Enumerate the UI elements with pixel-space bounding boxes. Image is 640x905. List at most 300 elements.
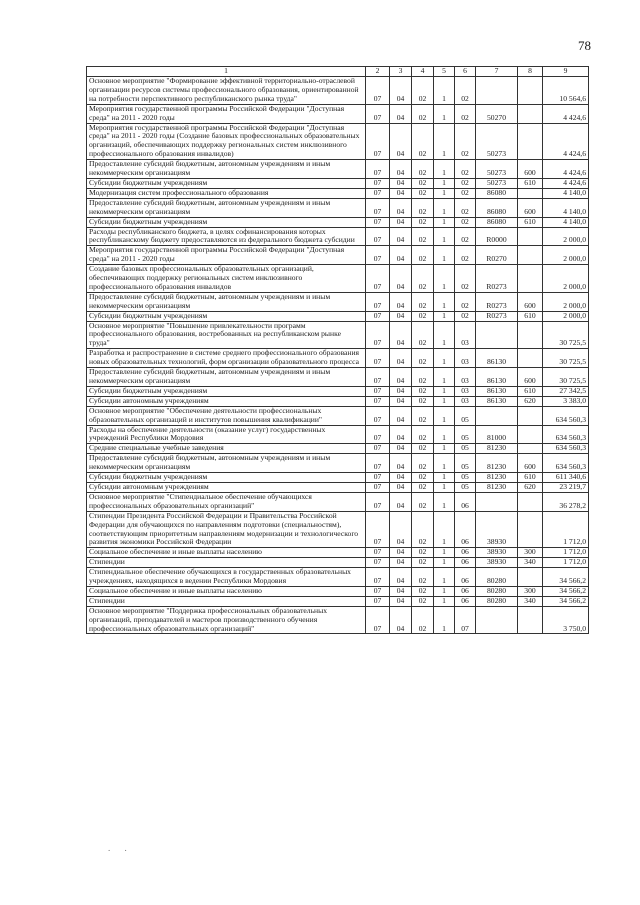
program-code-cell: 02 — [412, 386, 434, 396]
amount-cell: 2 000,0 — [543, 246, 589, 265]
activity-code-cell: 02 — [455, 217, 476, 227]
program-code-cell: 02 — [412, 217, 434, 227]
program-code-cell: 02 — [412, 558, 434, 568]
section-code-cell: 07 — [366, 227, 390, 246]
amount-cell: 3 383,0 — [543, 396, 589, 406]
subsection-code-cell: 04 — [390, 77, 412, 105]
table-body — [87, 77, 589, 634]
amount-cell: 634 560,3 — [543, 406, 589, 425]
item-name-cell: Социальное обеспечение и иные выплаты населению — [87, 586, 366, 596]
program-code-cell: 02 — [412, 406, 434, 425]
section-code-cell: 07 — [366, 104, 390, 123]
item-name-cell: Субсидии автономным учреждениям — [87, 482, 366, 492]
item-name-cell: Субсидии бюджетным учреждениям — [87, 178, 366, 188]
activity-code-cell: 02 — [455, 198, 476, 217]
section-code-cell: 07 — [366, 568, 390, 587]
activity-code-cell: 02 — [455, 123, 476, 160]
amount-cell: 4 140,0 — [543, 198, 589, 217]
table-row — [87, 482, 589, 492]
table-row — [87, 558, 589, 568]
expense-type-code-cell: 610 — [518, 473, 543, 483]
section-code-cell: 07 — [366, 454, 390, 473]
subprogram-code-cell: 1 — [434, 321, 455, 349]
table-row — [87, 396, 589, 406]
subprogram-code-cell: 1 — [434, 396, 455, 406]
subsection-code-cell: 04 — [390, 368, 412, 387]
expense-type-code-cell: 600 — [518, 368, 543, 387]
item-name-cell: Мероприятия государственной программы Российской Федерации "Доступная среда" на 2011 - 2020 годы — [87, 104, 366, 123]
program-code-cell: 02 — [412, 548, 434, 558]
expense-type-code-cell — [518, 511, 543, 548]
direction-code-cell: R0273 — [476, 311, 518, 321]
section-code-cell: 07 — [366, 548, 390, 558]
activity-code-cell: 05 — [455, 406, 476, 425]
item-name-cell: Предоставление субсидий бюджетным, автономным учреждениям и иным некоммерческим организациям — [87, 292, 366, 311]
expense-type-code-cell: 610 — [518, 311, 543, 321]
page-number: 78 — [578, 38, 591, 53]
table-row — [87, 292, 589, 311]
header-cell: 3 — [390, 67, 412, 77]
amount-cell: 36 278,2 — [543, 492, 589, 511]
direction-code-cell: 86080 — [476, 198, 518, 217]
amount-cell: 2 000,0 — [543, 311, 589, 321]
activity-code-cell: 02 — [455, 178, 476, 188]
amount-cell: 30 725,5 — [543, 368, 589, 387]
table-row — [87, 368, 589, 387]
direction-code-cell — [476, 492, 518, 511]
budget-table — [86, 66, 589, 634]
subprogram-code-cell: 1 — [434, 292, 455, 311]
program-code-cell: 02 — [412, 396, 434, 406]
activity-code-cell: 05 — [455, 482, 476, 492]
amount-cell: 34 566,2 — [543, 568, 589, 587]
table-row — [87, 227, 589, 246]
amount-cell: 30 725,5 — [543, 321, 589, 349]
item-name-cell: Стипендиальное обеспечение обучающихся в государственных образовательных учреждениях, находящихся в ведении Республики Мордовия — [87, 568, 366, 587]
program-code-cell: 02 — [412, 292, 434, 311]
subsection-code-cell: 04 — [390, 425, 412, 444]
section-code-cell: 07 — [366, 349, 390, 368]
item-name-cell: Основное мероприятие "Повышение привлекательности программ профессионального образования, востребованных на республиканском рынке труда" — [87, 321, 366, 349]
subsection-code-cell: 04 — [390, 292, 412, 311]
program-code-cell: 02 — [412, 198, 434, 217]
amount-cell: 4 140,0 — [543, 217, 589, 227]
table-row — [87, 188, 589, 198]
subsection-code-cell: 04 — [390, 606, 412, 634]
subsection-code-cell: 04 — [390, 492, 412, 511]
direction-code-cell: 38930 — [476, 558, 518, 568]
activity-code-cell: 02 — [455, 265, 476, 293]
table-row — [87, 217, 589, 227]
subsection-code-cell: 04 — [390, 568, 412, 587]
activity-code-cell: 05 — [455, 454, 476, 473]
subsection-code-cell: 04 — [390, 586, 412, 596]
amount-cell: 27 342,5 — [543, 386, 589, 396]
direction-code-cell — [476, 77, 518, 105]
amount-cell: 34 566,2 — [543, 586, 589, 596]
table-row — [87, 454, 589, 473]
table-row — [87, 311, 589, 321]
amount-cell: 4 424,6 — [543, 160, 589, 179]
program-code-cell: 02 — [412, 444, 434, 454]
activity-code-cell: 06 — [455, 586, 476, 596]
item-name-cell: Средние специальные учебные заведения — [87, 444, 366, 454]
direction-code-cell: 81230 — [476, 482, 518, 492]
amount-cell: 34 566,2 — [543, 596, 589, 606]
program-code-cell: 02 — [412, 568, 434, 587]
expense-type-code-cell: 600 — [518, 292, 543, 311]
expense-type-code-cell — [518, 265, 543, 293]
subprogram-code-cell: 1 — [434, 406, 455, 425]
subsection-code-cell: 04 — [390, 311, 412, 321]
activity-code-cell: 02 — [455, 311, 476, 321]
program-code-cell: 02 — [412, 178, 434, 188]
activity-code-cell: 06 — [455, 596, 476, 606]
activity-code-cell: 02 — [455, 104, 476, 123]
expense-type-code-cell: 620 — [518, 396, 543, 406]
amount-cell: 4 424,6 — [543, 104, 589, 123]
activity-code-cell: 06 — [455, 492, 476, 511]
subsection-code-cell: 04 — [390, 482, 412, 492]
activity-code-cell: 07 — [455, 606, 476, 634]
item-name-cell: Субсидии бюджетным учреждениям — [87, 386, 366, 396]
table-header-row — [87, 67, 589, 77]
activity-code-cell: 06 — [455, 548, 476, 558]
direction-code-cell: 38930 — [476, 511, 518, 548]
section-code-cell: 07 — [366, 386, 390, 396]
program-code-cell: 02 — [412, 265, 434, 293]
subprogram-code-cell: 1 — [434, 548, 455, 558]
direction-code-cell: 81230 — [476, 473, 518, 483]
table-row — [87, 321, 589, 349]
table-row — [87, 596, 589, 606]
program-code-cell: 02 — [412, 188, 434, 198]
amount-cell: 634 560,3 — [543, 454, 589, 473]
direction-code-cell: 38930 — [476, 548, 518, 558]
activity-code-cell: 02 — [455, 188, 476, 198]
subprogram-code-cell: 1 — [434, 104, 455, 123]
section-code-cell: 07 — [366, 160, 390, 179]
program-code-cell: 02 — [412, 473, 434, 483]
subprogram-code-cell: 1 — [434, 586, 455, 596]
section-code-cell: 07 — [366, 606, 390, 634]
section-code-cell: 07 — [366, 123, 390, 160]
direction-code-cell: 86130 — [476, 396, 518, 406]
activity-code-cell: 03 — [455, 368, 476, 387]
subsection-code-cell: 04 — [390, 406, 412, 425]
section-code-cell: 07 — [366, 558, 390, 568]
direction-code-cell: R0273 — [476, 265, 518, 293]
subprogram-code-cell: 1 — [434, 511, 455, 548]
subprogram-code-cell: 1 — [434, 188, 455, 198]
direction-code-cell: R0270 — [476, 246, 518, 265]
subprogram-code-cell: 1 — [434, 558, 455, 568]
item-name-cell: Мероприятия государственной программы Российской Федерации "Доступная среда" на 2011 - 2020 годы (Создание базовых профессиональных образовательных организаций, обеспечивающих поддержку региональных систем инклюзивного профессионального образования инвалидов) — [87, 123, 366, 160]
item-name-cell: Субсидии автономным учреждениям — [87, 396, 366, 406]
expense-type-code-cell: 600 — [518, 198, 543, 217]
expense-type-code-cell — [518, 444, 543, 454]
subprogram-code-cell: 1 — [434, 160, 455, 179]
expense-type-code-cell — [518, 104, 543, 123]
subsection-code-cell: 04 — [390, 104, 412, 123]
item-name-cell: Стипендии — [87, 558, 366, 568]
subsection-code-cell: 04 — [390, 246, 412, 265]
subprogram-code-cell: 1 — [434, 473, 455, 483]
header-cell: 7 — [476, 67, 518, 77]
activity-code-cell: 03 — [455, 321, 476, 349]
activity-code-cell: 03 — [455, 396, 476, 406]
expense-type-code-cell — [518, 123, 543, 160]
item-name-cell: Субсидии бюджетным учреждениям — [87, 217, 366, 227]
amount-cell: 3 750,0 — [543, 606, 589, 634]
activity-code-cell: 02 — [455, 227, 476, 246]
expense-type-code-cell: 610 — [518, 178, 543, 188]
section-code-cell: 07 — [366, 321, 390, 349]
amount-cell: 10 564,6 — [543, 77, 589, 105]
header-cell: 2 — [366, 67, 390, 77]
subsection-code-cell: 04 — [390, 123, 412, 160]
section-code-cell: 07 — [366, 178, 390, 188]
table-row — [87, 548, 589, 558]
item-name-cell: Основное мероприятие "Формирование эффективной территориально-отраслевой организации ресурсов системы профессионального образования, ориентированной на потребности перспективного республиканского рынка труда" — [87, 77, 366, 105]
direction-code-cell: 50270 — [476, 104, 518, 123]
item-name-cell: Предоставление субсидий бюджетным, автономным учреждениям и иным некоммерческим организациям — [87, 198, 366, 217]
expense-type-code-cell: 620 — [518, 482, 543, 492]
subprogram-code-cell: 1 — [434, 386, 455, 396]
table-row — [87, 349, 589, 368]
item-name-cell: Расходы республиканского бюджета, в целях софинансирования которых республиканскому бюджету предоставляются из федерального бюджета субсидии — [87, 227, 366, 246]
subsection-code-cell: 04 — [390, 217, 412, 227]
subsection-code-cell: 04 — [390, 349, 412, 368]
scan-marks: . . — [108, 843, 133, 853]
activity-code-cell: 05 — [455, 425, 476, 444]
table-row — [87, 492, 589, 511]
section-code-cell: 07 — [366, 368, 390, 387]
section-code-cell: 07 — [366, 444, 390, 454]
subprogram-code-cell: 1 — [434, 123, 455, 160]
expense-type-code-cell — [518, 246, 543, 265]
expense-type-code-cell — [518, 349, 543, 368]
item-name-cell: Стипендии — [87, 596, 366, 606]
header-cell: 8 — [518, 67, 543, 77]
program-code-cell: 02 — [412, 368, 434, 387]
subsection-code-cell: 04 — [390, 178, 412, 188]
table-row — [87, 568, 589, 587]
subprogram-code-cell: 1 — [434, 454, 455, 473]
subprogram-code-cell: 1 — [434, 368, 455, 387]
item-name-cell: Основное мероприятие "Обеспечение деятельности профессиональных образовательных организаций и институтов повышения квалификации" — [87, 406, 366, 425]
program-code-cell: 02 — [412, 596, 434, 606]
item-name-cell: Стипендии Президента Российской Федерации и Правительства Российской Федерации для обучающихся по направлениям подготовки (специальностям), соответствующим приоритетным направлениям модернизации и технологического развития экономики Российской Федерации — [87, 511, 366, 548]
table-row — [87, 160, 589, 179]
amount-cell: 634 560,3 — [543, 425, 589, 444]
amount-cell: 1 712,0 — [543, 548, 589, 558]
amount-cell: 2 000,0 — [543, 265, 589, 293]
program-code-cell: 02 — [412, 511, 434, 548]
expense-type-code-cell: 340 — [518, 596, 543, 606]
table-row — [87, 178, 589, 188]
expense-type-code-cell — [518, 568, 543, 587]
expense-type-code-cell — [518, 321, 543, 349]
section-code-cell: 07 — [366, 492, 390, 511]
direction-code-cell: 50273 — [476, 160, 518, 179]
expense-type-code-cell — [518, 492, 543, 511]
expense-type-code-cell — [518, 77, 543, 105]
amount-cell: 4 140,0 — [543, 188, 589, 198]
subprogram-code-cell: 1 — [434, 311, 455, 321]
direction-code-cell: 80280 — [476, 586, 518, 596]
direction-code-cell — [476, 606, 518, 634]
activity-code-cell: 05 — [455, 473, 476, 483]
direction-code-cell: 81230 — [476, 444, 518, 454]
subsection-code-cell: 04 — [390, 558, 412, 568]
section-code-cell: 07 — [366, 425, 390, 444]
section-code-cell: 07 — [366, 586, 390, 596]
direction-code-cell: 81230 — [476, 454, 518, 473]
item-name-cell: Основное мероприятие "Стипендиальное обеспечение обучающихся профессиональных образовательных организаций" — [87, 492, 366, 511]
direction-code-cell — [476, 406, 518, 425]
direction-code-cell: 86130 — [476, 349, 518, 368]
subprogram-code-cell: 1 — [434, 606, 455, 634]
item-name-cell: Социальное обеспечение и иные выплаты населению — [87, 548, 366, 558]
program-code-cell: 02 — [412, 227, 434, 246]
direction-code-cell: R0000 — [476, 227, 518, 246]
header-cell: 4 — [412, 67, 434, 77]
subprogram-code-cell: 1 — [434, 77, 455, 105]
section-code-cell: 07 — [366, 511, 390, 548]
activity-code-cell: 06 — [455, 568, 476, 587]
subprogram-code-cell: 1 — [434, 178, 455, 188]
amount-cell: 611 340,6 — [543, 473, 589, 483]
subsection-code-cell: 04 — [390, 160, 412, 179]
subsection-code-cell: 04 — [390, 188, 412, 198]
subprogram-code-cell: 1 — [434, 596, 455, 606]
section-code-cell: 07 — [366, 292, 390, 311]
subprogram-code-cell: 1 — [434, 198, 455, 217]
direction-code-cell: 86130 — [476, 386, 518, 396]
expense-type-code-cell — [518, 188, 543, 198]
program-code-cell: 02 — [412, 123, 434, 160]
amount-cell: 30 725,5 — [543, 349, 589, 368]
program-code-cell: 02 — [412, 349, 434, 368]
section-code-cell: 07 — [366, 246, 390, 265]
subsection-code-cell: 04 — [390, 548, 412, 558]
activity-code-cell: 06 — [455, 511, 476, 548]
program-code-cell: 02 — [412, 492, 434, 511]
table-row — [87, 406, 589, 425]
table-row — [87, 77, 589, 105]
section-code-cell: 07 — [366, 188, 390, 198]
expense-type-code-cell: 600 — [518, 454, 543, 473]
item-name-cell: Модернизация систем профессионального образования — [87, 188, 366, 198]
amount-cell: 2 000,0 — [543, 292, 589, 311]
item-name-cell: Предоставление субсидий бюджетным, автономным учреждениям и иным некоммерческим организациям — [87, 160, 366, 179]
direction-code-cell: 80280 — [476, 596, 518, 606]
table-row — [87, 444, 589, 454]
item-name-cell: Основное мероприятие "Поддержка профессиональных образовательных организаций, преподавателей и мастеров производственного обучения профессиональных образовательных организаций" — [87, 606, 366, 634]
activity-code-cell: 02 — [455, 292, 476, 311]
program-code-cell: 02 — [412, 586, 434, 596]
activity-code-cell: 05 — [455, 444, 476, 454]
table-row — [87, 606, 589, 634]
item-name-cell: Расходы на обеспечение деятельности (оказание услуг) государственных учреждений Республики Мордовия — [87, 425, 366, 444]
expense-type-code-cell: 300 — [518, 586, 543, 596]
amount-cell: 1 712,0 — [543, 558, 589, 568]
direction-code-cell: 86130 — [476, 368, 518, 387]
activity-code-cell: 02 — [455, 160, 476, 179]
direction-code-cell — [476, 321, 518, 349]
program-code-cell: 02 — [412, 77, 434, 105]
subsection-code-cell: 04 — [390, 265, 412, 293]
section-code-cell: 07 — [366, 198, 390, 217]
expense-type-code-cell — [518, 425, 543, 444]
section-code-cell: 07 — [366, 482, 390, 492]
section-code-cell: 07 — [366, 396, 390, 406]
direction-code-cell: 81000 — [476, 425, 518, 444]
program-code-cell: 02 — [412, 160, 434, 179]
program-code-cell: 02 — [412, 482, 434, 492]
direction-code-cell: R0273 — [476, 292, 518, 311]
activity-code-cell: 03 — [455, 386, 476, 396]
subprogram-code-cell: 1 — [434, 444, 455, 454]
expense-type-code-cell: 610 — [518, 217, 543, 227]
expense-type-code-cell — [518, 406, 543, 425]
item-name-cell: Создание базовых профессиональных образовательных организаций, обеспечивающих поддержку региональных систем инклюзивного профессионального образования инвалидов — [87, 265, 366, 293]
program-code-cell: 02 — [412, 246, 434, 265]
item-name-cell: Предоставление субсидий бюджетным, автономным учреждениям и иным некоммерческим организациям — [87, 368, 366, 387]
section-code-cell: 07 — [366, 406, 390, 425]
program-code-cell: 02 — [412, 606, 434, 634]
table-row — [87, 246, 589, 265]
subprogram-code-cell: 1 — [434, 217, 455, 227]
direction-code-cell: 80280 — [476, 568, 518, 587]
activity-code-cell: 02 — [455, 77, 476, 105]
subprogram-code-cell: 1 — [434, 265, 455, 293]
subsection-code-cell: 04 — [390, 396, 412, 406]
section-code-cell: 07 — [366, 473, 390, 483]
expense-type-code-cell: 610 — [518, 386, 543, 396]
subprogram-code-cell: 1 — [434, 492, 455, 511]
table-row — [87, 511, 589, 548]
table-row — [87, 198, 589, 217]
activity-code-cell: 06 — [455, 558, 476, 568]
subprogram-code-cell: 1 — [434, 227, 455, 246]
table-row — [87, 473, 589, 483]
table-row — [87, 265, 589, 293]
section-code-cell: 07 — [366, 596, 390, 606]
subsection-code-cell: 04 — [390, 227, 412, 246]
table-row — [87, 386, 589, 396]
subsection-code-cell: 04 — [390, 386, 412, 396]
subprogram-code-cell: 1 — [434, 568, 455, 587]
expense-type-code-cell: 600 — [518, 160, 543, 179]
subsection-code-cell: 04 — [390, 596, 412, 606]
direction-code-cell: 86080 — [476, 217, 518, 227]
program-code-cell: 02 — [412, 104, 434, 123]
subprogram-code-cell: 1 — [434, 425, 455, 444]
item-name-cell: Разработка и распространение в системе среднего профессионального образования новых образовательных технологий, форм организации образовательного процесса — [87, 349, 366, 368]
program-code-cell: 02 — [412, 321, 434, 349]
direction-code-cell: 50273 — [476, 123, 518, 160]
subsection-code-cell: 04 — [390, 473, 412, 483]
item-name-cell: Субсидии бюджетным учреждениям — [87, 473, 366, 483]
subsection-code-cell: 04 — [390, 511, 412, 548]
table-row — [87, 123, 589, 160]
activity-code-cell: 03 — [455, 349, 476, 368]
table-row — [87, 586, 589, 596]
amount-cell: 2 000,0 — [543, 227, 589, 246]
subprogram-code-cell: 1 — [434, 246, 455, 265]
